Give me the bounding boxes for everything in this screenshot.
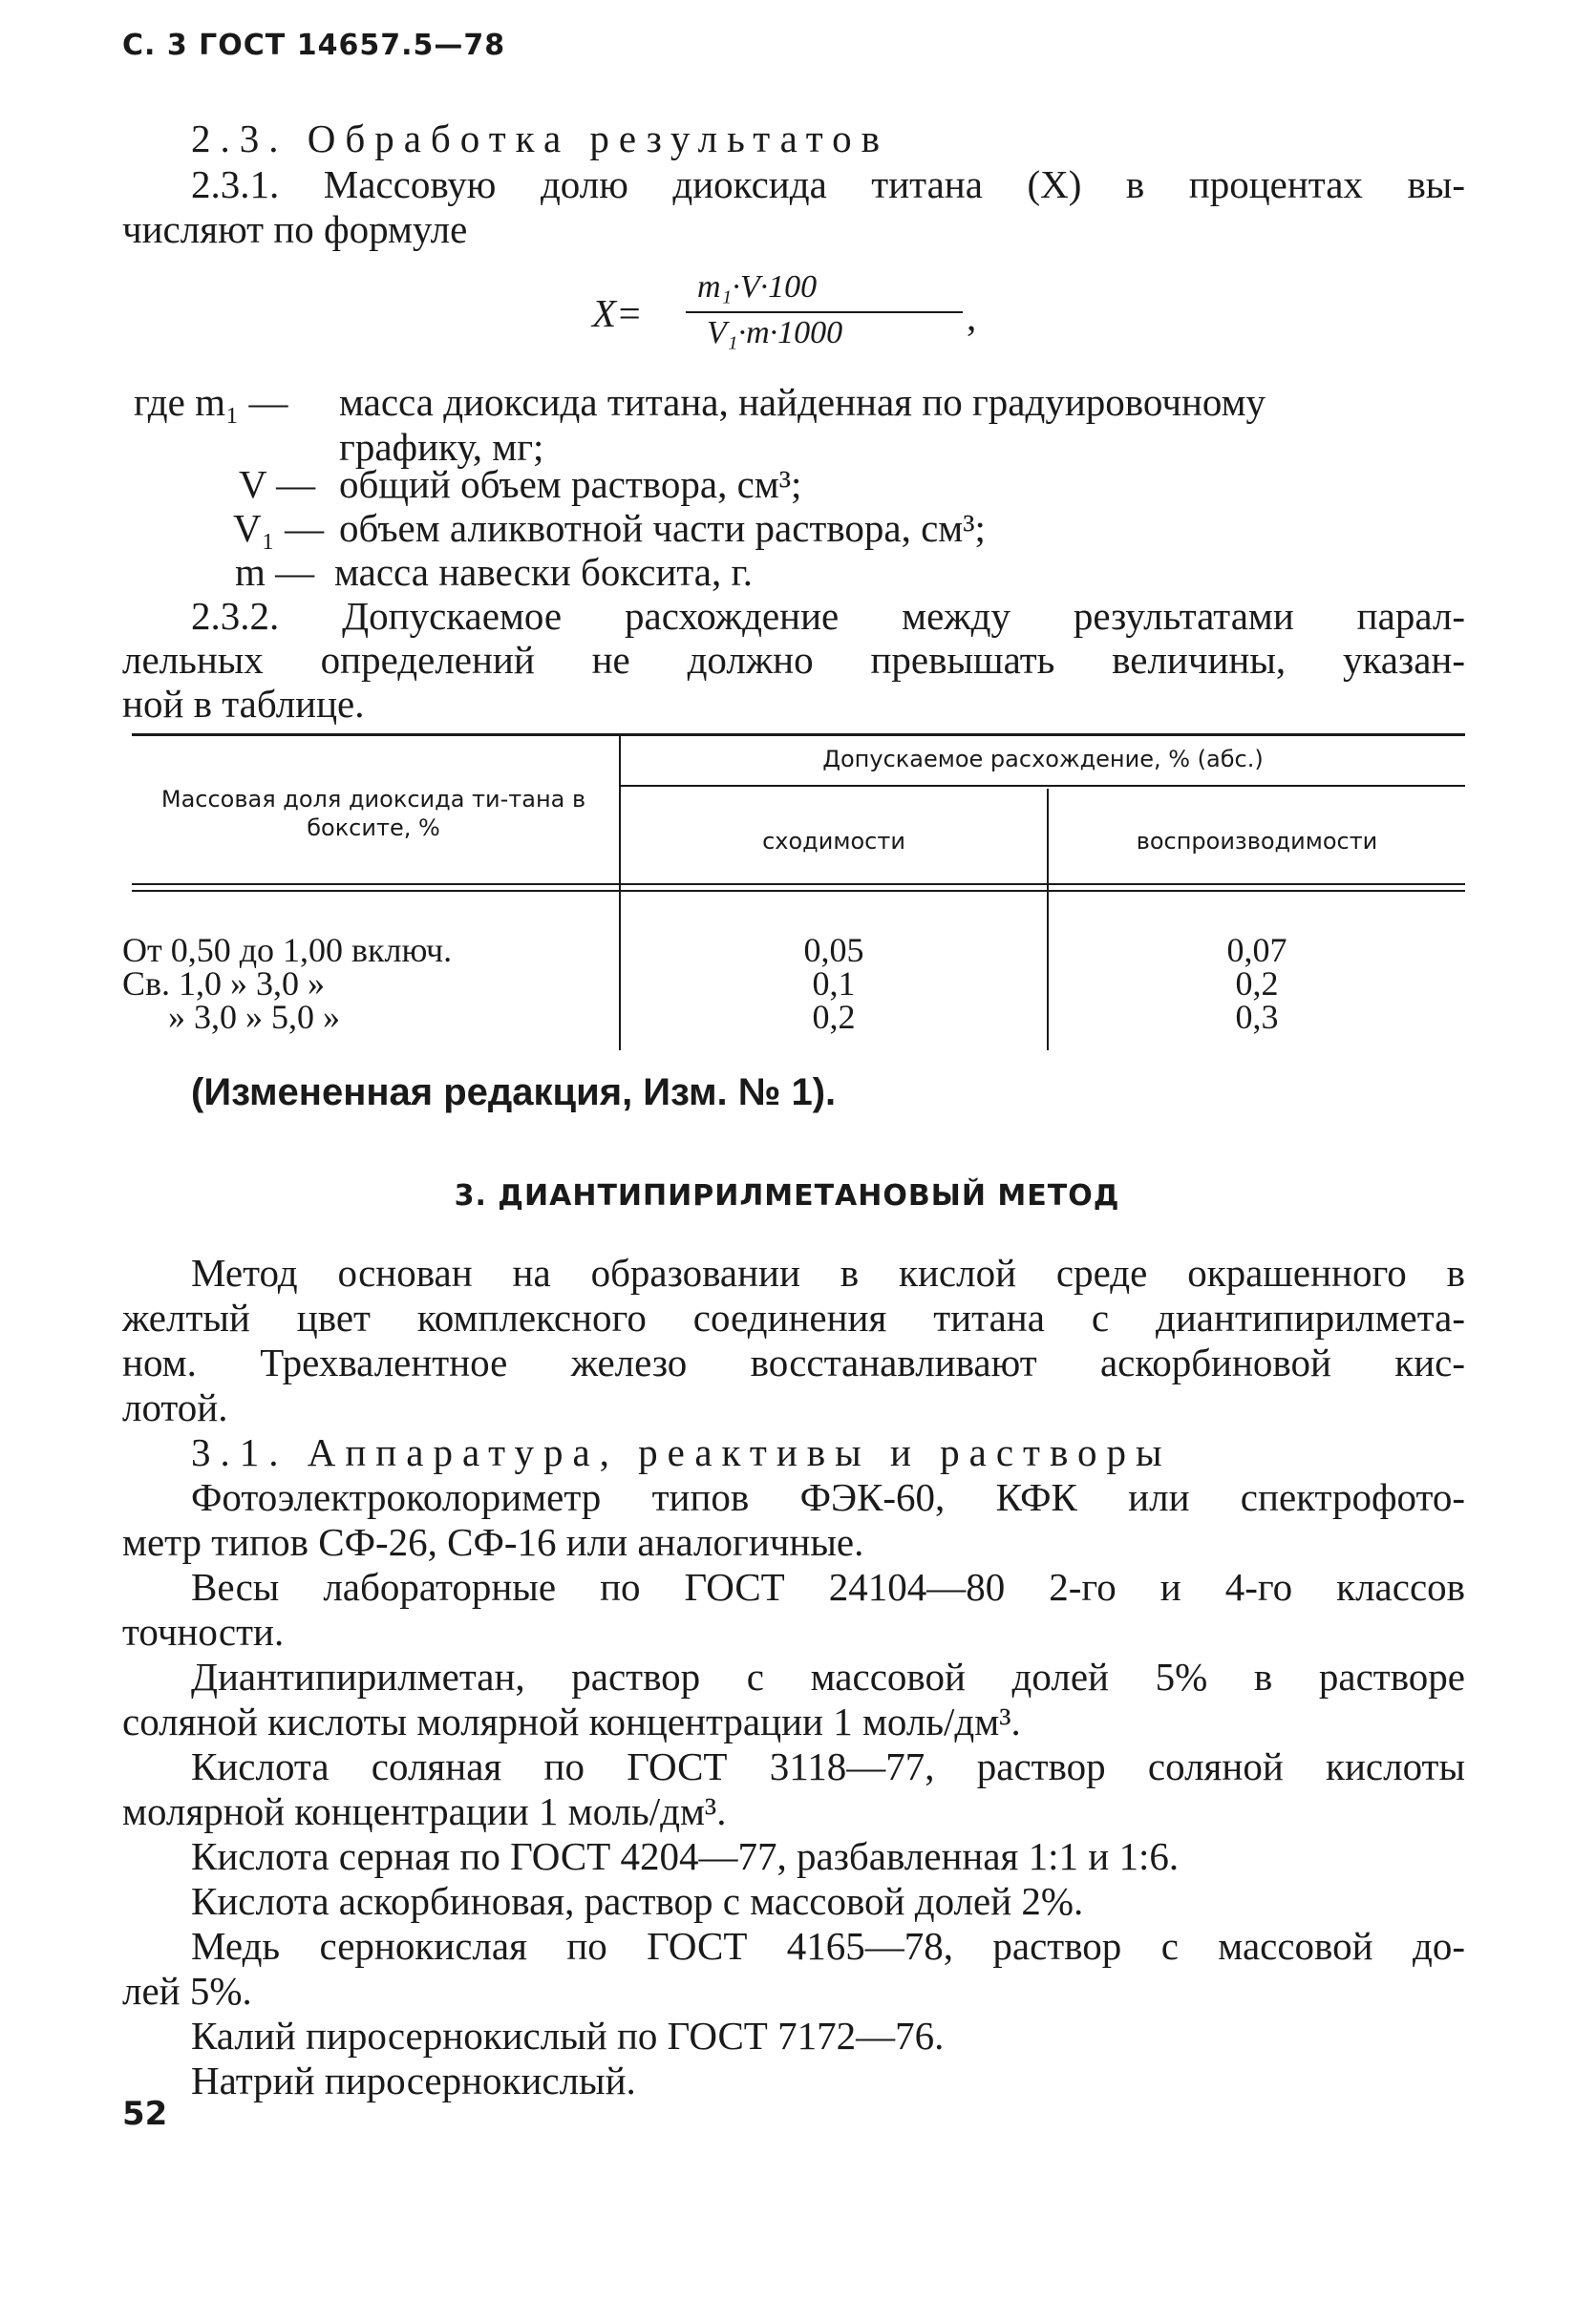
col-header-group: Допускаемое расхождение, % (абс.) bbox=[822, 746, 1264, 772]
var-m1-text-cont: графику, мг; bbox=[339, 425, 544, 469]
var-v-text: общий объем раствора, см³; bbox=[339, 462, 802, 506]
amendment-note: (Измененная редакция, Изм. № 1). bbox=[191, 1071, 837, 1113]
var-v1-text: объем аликвотной части раствора, см³; bbox=[339, 506, 986, 550]
page-number: 52 bbox=[122, 2095, 168, 2133]
sec3-intro-line3: ном. Трехвалентное железо восстанавливают аскорбиновой кис- bbox=[122, 1341, 1465, 1384]
var-m-text: масса навески боксита, г. bbox=[334, 550, 753, 594]
item-diantipyrylmethane-cont: соляной кислоты молярной концентрации 1 моль/дм³. bbox=[122, 1700, 1021, 1743]
sec3-intro-line2: желтый цвет комплексного соединения титана с диантипирилмета- bbox=[122, 1296, 1465, 1340]
section-3-1-title: 3.1. Аппаратура, реактивы и растворы bbox=[191, 1430, 1172, 1474]
table-group-rule bbox=[621, 785, 1465, 787]
paragraph-2-3-1-line1: 2.3.1. Массовую долю диоксида титана (Х) в процентах вы- bbox=[191, 162, 1465, 206]
page-header: С. 3 ГОСТ 14657.5—78 bbox=[122, 29, 506, 62]
row-2-range: Св. 1,0 » 3,0 » bbox=[122, 964, 326, 1003]
col-header-reproducibility: воспроизводимости bbox=[1136, 828, 1378, 855]
item-photocolorimeter: Фотоэлектроколориметр типов ФЭК-60, КФК или спектрофото- bbox=[191, 1475, 1465, 1519]
table-header-rule-2 bbox=[132, 890, 1465, 892]
paragraph-2-3-2-line1: 2.3.2. Допускаемое расхождение между результатами парал- bbox=[191, 594, 1465, 638]
sec3-intro-line4: лотой. bbox=[122, 1385, 228, 1429]
tolerance-table bbox=[122, 726, 1465, 1050]
formula-comma: , bbox=[967, 295, 977, 339]
item-hydrochloric-acid: Кислота соляная по ГОСТ 3118—77, раствор соляной кислоты bbox=[191, 1744, 1465, 1788]
row-1-reproducibility: 0,07 bbox=[1226, 931, 1287, 969]
row-3-range: » 3,0 » 5,0 » bbox=[168, 998, 340, 1036]
var-m1-symbol: где m₁ — bbox=[134, 380, 288, 424]
item-sodium-pyrosulfate: Натрий пиросернокислый. bbox=[191, 2059, 636, 2102]
paragraph-2-3-2-line2: лельных определений не должно превышать величины, указан- bbox=[122, 638, 1465, 682]
section-2-3-title: 2.3. Обработка результатов bbox=[191, 116, 890, 160]
col-header-mass-fraction: Массовая доля диоксида ти-тана в боксите, % bbox=[160, 786, 586, 841]
item-copper-sulfate: Медь сернокислая по ГОСТ 4165—78, раствор с массовой до- bbox=[191, 1924, 1465, 1968]
fraction-bar bbox=[686, 311, 963, 313]
col-header-convergence: сходимости bbox=[762, 828, 905, 855]
table-top-rule bbox=[132, 733, 1465, 736]
var-v-symbol: V — bbox=[239, 462, 316, 506]
row-3-convergence: 0,2 bbox=[812, 998, 856, 1036]
sec3-intro-line1: Метод основан на образовании в кислой среде окрашенного в bbox=[191, 1251, 1465, 1295]
item-sulfuric-acid: Кислота серная по ГОСТ 4204—77, разбавленная 1:1 и 1:6. bbox=[191, 1834, 1180, 1878]
formula-denominator: V₁·m·1000 bbox=[707, 315, 843, 350]
paragraph-2-3-1-line2: числяют по формуле bbox=[122, 207, 468, 251]
paragraph-2-3-2-line3: ной в таблице. bbox=[122, 682, 365, 726]
row-1-convergence: 0,05 bbox=[803, 931, 864, 969]
item-ascorbic-acid: Кислота аскорбиновая, раствор с массовой долей 2%. bbox=[191, 1879, 1084, 1923]
row-2-convergence: 0,1 bbox=[812, 964, 856, 1003]
formula bbox=[592, 269, 977, 355]
formula-lhs: X= bbox=[592, 291, 643, 335]
item-potassium-pyrosulfate: Калий пиросернокислый по ГОСТ 7172—76. bbox=[191, 2014, 945, 2058]
var-m-symbol: m — bbox=[235, 550, 315, 594]
item-copper-sulfate-cont: лей 5%. bbox=[122, 1969, 252, 2013]
section-3-title: 3. ДИАНТИПИРИЛМЕТАНОВЫЙ МЕТОД bbox=[454, 1179, 1120, 1213]
formula-numerator: m₁·V·100 bbox=[697, 269, 818, 305]
item-diantipyrylmethane: Диантипирилметан, раствор с массовой долей 5% в растворе bbox=[191, 1655, 1465, 1699]
row-3-reproducibility: 0,3 bbox=[1235, 998, 1279, 1036]
item-scales: Весы лабораторные по ГОСТ 24104—80 2-го и 4-го классов bbox=[191, 1565, 1465, 1609]
var-m1-text: масса диоксида титана, найденная по градуировочному bbox=[339, 380, 1266, 424]
item-scales-cont: точности. bbox=[122, 1610, 285, 1654]
item-photocolorimeter-cont: метр типов СФ-26, СФ-16 или аналогичные. bbox=[122, 1520, 864, 1564]
table-header-rule-1 bbox=[132, 883, 1465, 885]
row-2-reproducibility: 0,2 bbox=[1235, 964, 1279, 1003]
row-1-range: От 0,50 до 1,00 включ. bbox=[122, 931, 453, 969]
item-hydrochloric-acid-cont: молярной концентрации 1 моль/дм³. bbox=[122, 1789, 727, 1833]
var-v1-symbol: V₁ — bbox=[233, 506, 325, 550]
